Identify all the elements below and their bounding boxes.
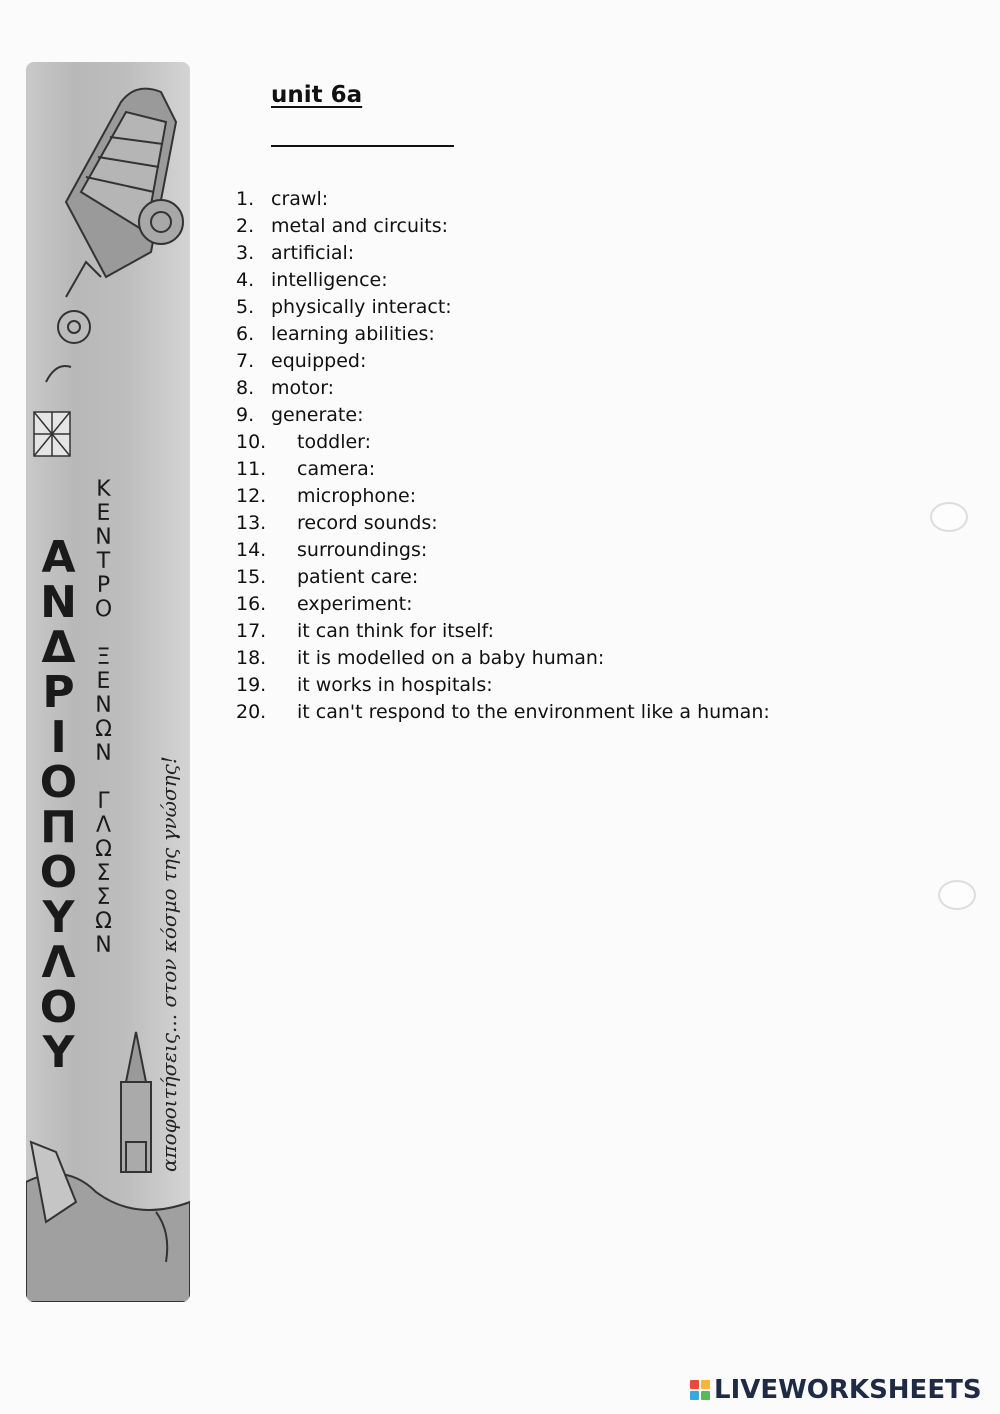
list-item [236, 348, 770, 375]
item-number: 3. [236, 242, 255, 264]
list-item [236, 321, 770, 348]
punch-hole [930, 502, 968, 532]
liveworksheets-logo[interactable] [690, 1374, 982, 1406]
item-number: 2. [236, 215, 255, 237]
item-number: 10. [236, 431, 267, 453]
item-number: 20. [236, 701, 267, 723]
item-term: artificial: [271, 242, 355, 264]
list-item [236, 537, 770, 564]
list-item [236, 429, 770, 456]
vocabulary-list [236, 186, 770, 726]
item-number: 16. [236, 593, 267, 615]
list-item [236, 483, 770, 510]
page-title: unit 6a [271, 82, 363, 108]
punch-hole [938, 880, 976, 910]
list-item [236, 456, 770, 483]
item-term: metal and circuits: [271, 215, 449, 237]
item-number: 9. [236, 404, 255, 426]
list-item [236, 402, 770, 429]
item-term: patient care: [297, 566, 419, 588]
item-term: intelligence: [271, 269, 388, 291]
list-item [236, 294, 770, 321]
logo-square [701, 1391, 710, 1400]
item-number: 18. [236, 647, 267, 669]
item-number: 12. [236, 485, 267, 507]
logo-square [701, 1380, 710, 1389]
item-number: 7. [236, 350, 255, 372]
list-item [236, 240, 770, 267]
item-number: 8. [236, 377, 255, 399]
item-term: it can't respond to the environment like a human: [297, 701, 770, 723]
liveworksheets-logo-text: LIVEWORKSHEETS [714, 1375, 982, 1405]
list-item [236, 699, 770, 726]
list-item [236, 186, 770, 213]
liveworksheets-logo-icon [690, 1380, 710, 1400]
item-number: 14. [236, 539, 267, 561]
item-term: physically interact: [271, 296, 452, 318]
item-term: camera: [297, 458, 376, 480]
item-term: surroundings: [297, 539, 428, 561]
item-term: it is modelled on a baby human: [297, 647, 605, 669]
item-number: 15. [236, 566, 267, 588]
item-term: motor: [271, 377, 335, 399]
list-item [236, 267, 770, 294]
school-banner [26, 62, 190, 1302]
item-number: 6. [236, 323, 255, 345]
title-underline-rule [271, 145, 454, 147]
list-item [236, 213, 770, 240]
item-term: learning abilities: [271, 323, 435, 345]
item-number: 17. [236, 620, 267, 642]
list-item [236, 375, 770, 402]
item-term: record sounds: [297, 512, 438, 534]
list-item [236, 618, 770, 645]
item-number: 5. [236, 296, 255, 318]
list-item [236, 672, 770, 699]
list-item [236, 564, 770, 591]
item-number: 19. [236, 674, 267, 696]
item-term: equipped: [271, 350, 367, 372]
banner-subtitle: ΚΕΝΤΡΟ ΞΕΝΩΝ ΓΛΩΣΣΩΝ [91, 477, 116, 957]
item-term: crawl: [271, 188, 329, 210]
logo-square [690, 1391, 699, 1400]
item-term: generate: [271, 404, 364, 426]
list-item [236, 510, 770, 537]
item-number: 1. [236, 188, 255, 210]
item-term: toddler: [297, 431, 372, 453]
item-number: 13. [236, 512, 267, 534]
banner-school-name: ΑΝΔΡΙΟΠΟΥΛΟΥ [33, 532, 84, 1072]
item-term: it can think for itself: [297, 620, 494, 642]
item-term: it works in hospitals: [297, 674, 493, 696]
item-number: 4. [236, 269, 255, 291]
item-term: microphone: [297, 485, 417, 507]
logo-square [690, 1380, 699, 1389]
item-number: 11. [236, 458, 267, 480]
banner-slogan: αποφοιτήσεις... στον κόσμο της γνώσης! [157, 756, 181, 1172]
list-item [236, 645, 770, 672]
list-item [236, 591, 770, 618]
item-term: experiment: [297, 593, 413, 615]
